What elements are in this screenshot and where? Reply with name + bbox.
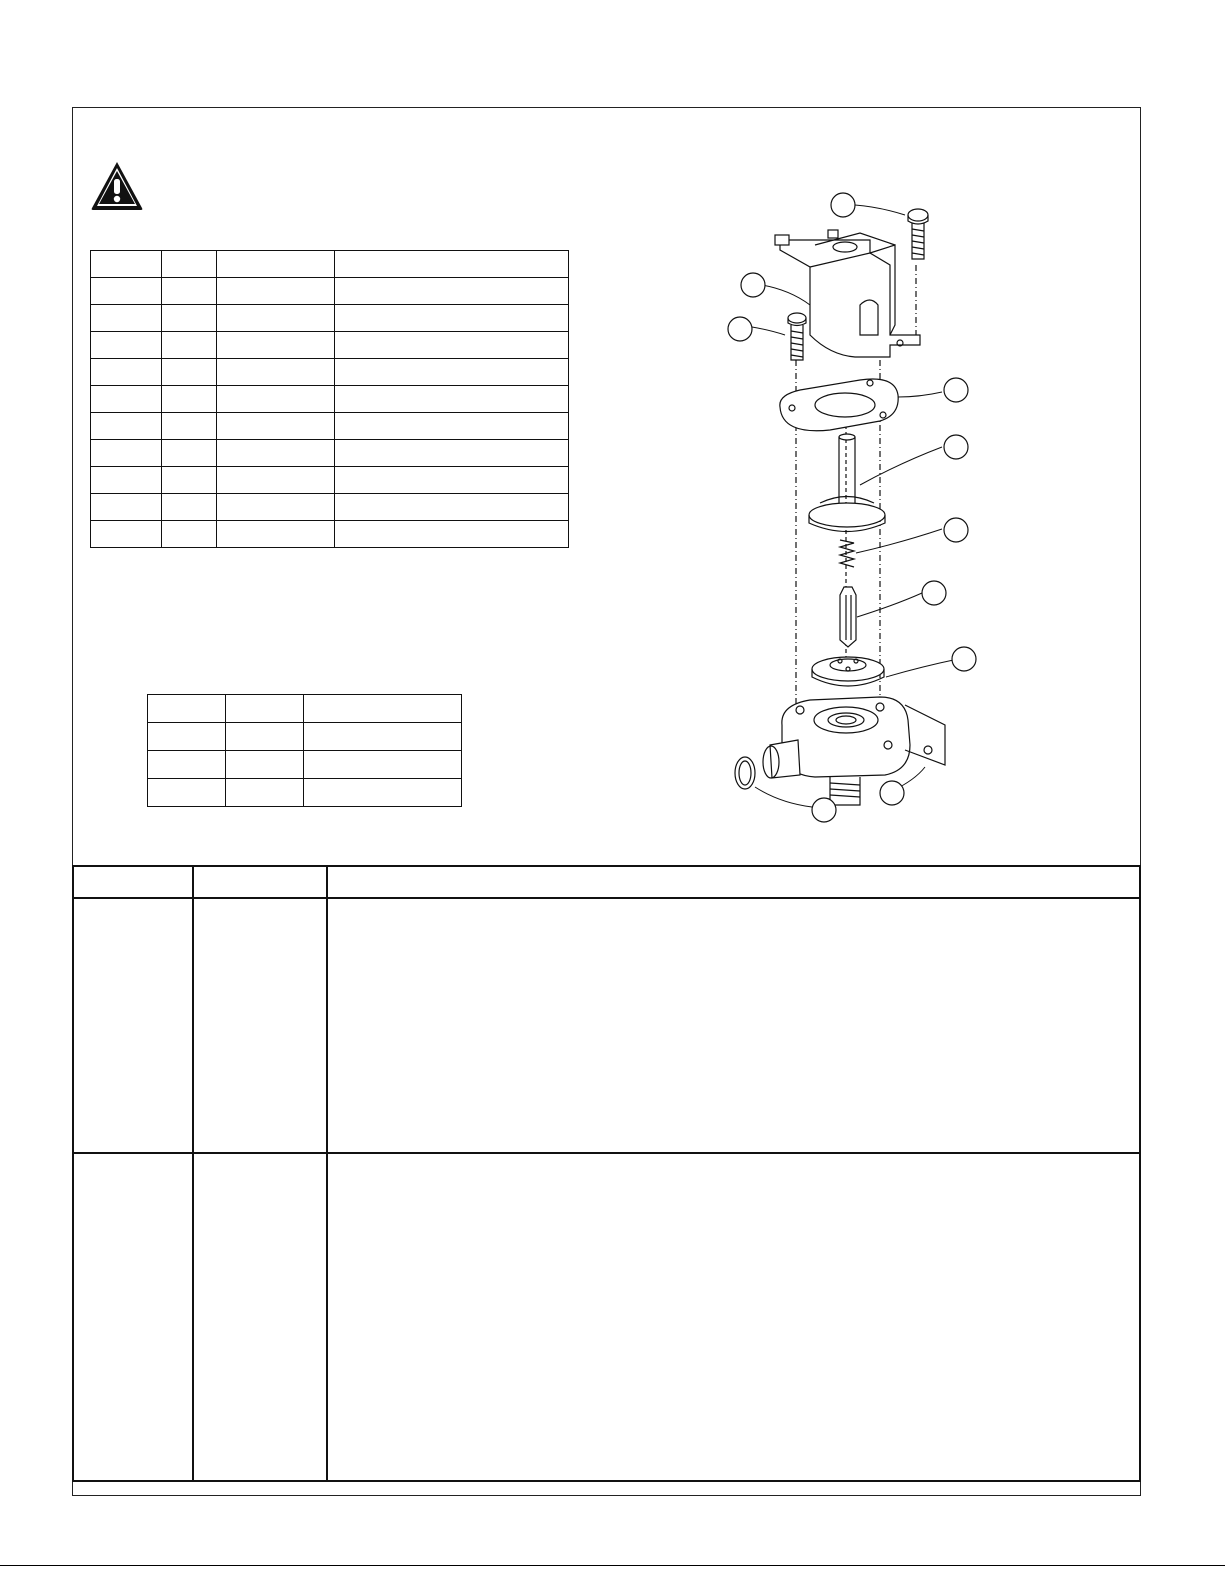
table-cell — [335, 305, 569, 332]
table-cell — [162, 278, 217, 305]
callout-circle — [952, 647, 976, 671]
spec-table — [147, 694, 462, 807]
table-cell — [91, 278, 162, 305]
armature-tube-part — [809, 434, 885, 532]
table-cell — [304, 779, 462, 807]
table-cell — [162, 305, 217, 332]
table-cell — [335, 332, 569, 359]
table-row — [91, 440, 569, 467]
callout-circle — [728, 317, 752, 341]
mounting-plate-part — [780, 379, 898, 431]
table-cell — [91, 386, 162, 413]
callout-circle — [831, 193, 855, 217]
table-cell — [217, 251, 335, 278]
table-cell — [162, 332, 217, 359]
table-row — [91, 278, 569, 305]
table-cell — [335, 251, 569, 278]
table-cell — [335, 440, 569, 467]
table-cell — [162, 494, 217, 521]
table-row — [91, 332, 569, 359]
table-cell — [91, 521, 162, 548]
diaphragm-part — [812, 657, 884, 686]
table-cell — [91, 251, 162, 278]
procedure-table-header — [72, 867, 1141, 899]
table-row — [148, 695, 462, 723]
parts-list-table — [90, 250, 569, 548]
table-cell — [91, 359, 162, 386]
table-cell — [217, 359, 335, 386]
callout-circle — [741, 273, 765, 297]
table-cell — [335, 386, 569, 413]
valve-body-part — [763, 697, 945, 805]
table-row — [91, 413, 569, 440]
table-row — [91, 359, 569, 386]
table-cell — [226, 723, 304, 751]
screw-part — [908, 209, 928, 259]
table-cell — [148, 695, 226, 723]
table-row — [148, 751, 462, 779]
callout-circle — [944, 435, 968, 459]
table-row — [148, 723, 462, 751]
table-cell — [335, 494, 569, 521]
exploded-valve-diagram — [720, 185, 990, 830]
table-cell — [217, 386, 335, 413]
table-cell — [91, 494, 162, 521]
table-cell — [91, 467, 162, 494]
table-cell — [217, 494, 335, 521]
table-cell — [162, 359, 217, 386]
table-cell — [226, 751, 304, 779]
table-cell — [148, 779, 226, 807]
table-cell — [162, 521, 217, 548]
table-row — [91, 305, 569, 332]
table-cell — [335, 278, 569, 305]
table-cell — [148, 751, 226, 779]
table-cell — [217, 332, 335, 359]
o-ring-part — [735, 757, 755, 789]
footer-rule — [0, 1565, 1225, 1566]
table-row — [148, 779, 462, 807]
callout-circle — [922, 581, 946, 605]
table-cell — [91, 305, 162, 332]
table-cell — [304, 695, 462, 723]
table-row-divider — [72, 1152, 1141, 1154]
screw-part — [788, 313, 806, 360]
procedure-table — [72, 865, 1141, 1482]
table-cell — [335, 521, 569, 548]
table-cell — [162, 440, 217, 467]
table-cell — [162, 413, 217, 440]
table-cell — [335, 413, 569, 440]
warning-triangle-icon — [90, 160, 144, 212]
callout-circle — [944, 518, 968, 542]
plunger-part — [840, 587, 856, 647]
table-cell — [226, 695, 304, 723]
table-row — [91, 494, 569, 521]
table-cell — [162, 251, 217, 278]
table-cell — [304, 751, 462, 779]
table-cell — [217, 413, 335, 440]
table-cell — [148, 723, 226, 751]
table-cell — [162, 386, 217, 413]
table-cell — [91, 332, 162, 359]
table-cell — [162, 467, 217, 494]
table-cell — [217, 440, 335, 467]
table-cell — [217, 278, 335, 305]
table-cell — [226, 779, 304, 807]
table-cell — [335, 359, 569, 386]
table-row — [91, 467, 569, 494]
table-cell — [217, 521, 335, 548]
table-cell — [91, 440, 162, 467]
table-cell — [304, 723, 462, 751]
table-cell — [335, 467, 569, 494]
callout-circle — [880, 781, 904, 805]
callout-circle — [944, 378, 968, 402]
table-row — [91, 251, 569, 278]
callout-circle — [812, 798, 836, 822]
spring-part — [840, 540, 854, 567]
table-cell — [91, 413, 162, 440]
table-cell — [217, 305, 335, 332]
table-cell — [217, 467, 335, 494]
table-row — [91, 386, 569, 413]
table-row — [91, 521, 569, 548]
